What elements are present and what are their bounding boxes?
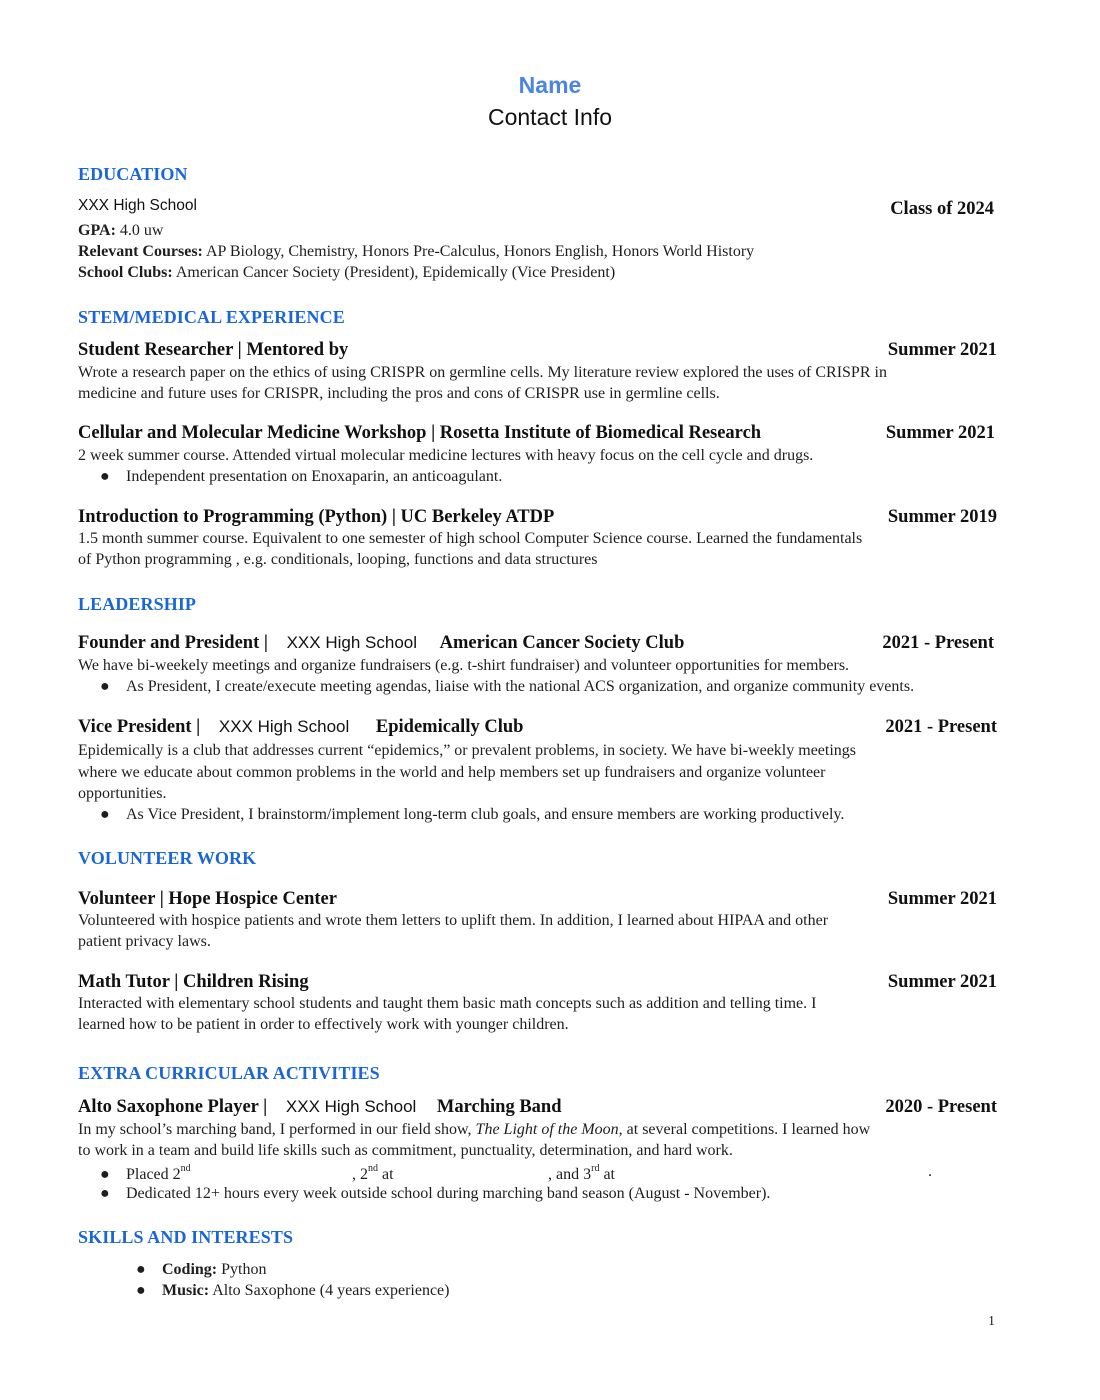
bullet-icon: ● <box>100 806 110 823</box>
volunteer-entry-line: Interacted with elementary school students and taught them basic math concepts such as addition and telling time. I <box>78 995 817 1012</box>
gpa-label: GPA: <box>78 222 116 239</box>
leadership-entry-line: opportunities. <box>78 785 167 802</box>
extracurricular-line: In my school’s marching band, I performed in our field show, The Light of the Moon, at several competitions. I learned how <box>78 1121 871 1138</box>
section-title-stem: STEM/MEDICAL EXPERIENCE <box>78 307 345 327</box>
extracurricular-school: XXX High School <box>285 1097 417 1116</box>
stem-entry-date: Summer 2021 <box>887 340 997 360</box>
section-title-skills: SKILLS AND INTERESTS <box>78 1227 294 1247</box>
gpa-value: 4.0 uw <box>119 222 164 239</box>
resume-name: Name <box>518 72 582 98</box>
stem-entry-heading: Student Researcher | Mentored by <box>78 340 349 360</box>
leadership-school: XXX High School <box>218 717 350 736</box>
skills-item: ● Music: Alto Saxophone (4 years experience) <box>136 1282 450 1299</box>
volunteer-entry-date: Summer 2021 <box>887 972 997 992</box>
volunteer-entry-line: learned how to be patient in order to effectively work with younger children. <box>78 1016 569 1033</box>
stem-entry-line: of Python programming , e.g. conditionals, looping, functions and data structures <box>78 551 598 568</box>
stem-entry-line: medicine and future uses for CRISPR, including the pros and cons of CRISPR use in germline cells. <box>78 385 720 402</box>
field-show-title: The Light of the Moon <box>475 1121 619 1138</box>
leadership-entry-heading: Founder and President | XXX High School American Cancer Society Club <box>78 633 685 653</box>
section-title-volunteer: VOLUNTEER WORK <box>78 848 257 868</box>
bullet-icon: ● <box>136 1282 146 1299</box>
stem-entry-date: Summer 2019 <box>887 507 997 527</box>
page-number: 1 <box>988 1314 995 1329</box>
extracurricular-line: to work in a team and build life skills such as commitment, punctuality, determination, and hard work. <box>78 1142 733 1159</box>
leadership-entry-line: where we educate about common problems in the world and help members set up fundraisers and organize volunteer <box>78 764 826 781</box>
clubs-value: American Cancer Society (President), Epidemically (Vice President) <box>175 264 616 281</box>
education-school: XXX High School <box>78 197 197 214</box>
leadership-entry-heading: Vice President | XXX High School Epidemically Club <box>78 717 524 737</box>
leadership-entry-line: We have bi-weekely meetings and organize fundraisers (e.g. t-shirt fundraiser) and volunteer opportunities for members. <box>78 657 850 674</box>
bullet-icon: ● <box>100 1166 110 1183</box>
section-title-education: EDUCATION <box>78 164 188 184</box>
leadership-school: XXX High School <box>286 633 417 652</box>
contact-info: Contact Info <box>487 104 613 130</box>
education-gpa <box>78 222 163 240</box>
stem-entry-heading: Introduction to Programming (Python) | UC Berkeley ATDP <box>78 507 555 527</box>
leadership-entry-date: 2021 - Present <box>882 633 994 653</box>
extracurricular-bullet-hours: ● Dedicated 12+ hours every week outside school during marching band season (August - November). <box>100 1185 771 1202</box>
stem-entry-line: 2 week summer course. Attended virtual molecular medicine lectures with heavy focus on the cell cycle and drugs. <box>78 447 814 464</box>
leadership-entry-line: Epidemically is a club that addresses current “epidemics,” or prevalent problems, in society. We have bi-weekly meetings <box>78 742 857 759</box>
extracurricular-date: 2020 - Present <box>885 1097 997 1117</box>
stem-entry-line: Wrote a research paper on the ethics of using CRISPR on germline cells. My literature review explored the uses of CRISPR in <box>78 364 887 381</box>
bullet-icon: ● <box>100 678 110 695</box>
leadership-entry-bullet: ● As Vice President, I brainstorm/implement long-term club goals, and ensure members are working productively. <box>100 806 845 823</box>
stem-entry-bullet: ● Independent presentation on Enoxaparin, an anticoagulant. <box>100 468 503 485</box>
bullet-icon: ● <box>136 1261 146 1278</box>
skills-item: ● Coding: Python <box>136 1261 267 1278</box>
volunteer-entry-date: Summer 2021 <box>887 889 997 909</box>
education-courses <box>78 243 754 261</box>
courses-label: Relevant Courses: <box>78 243 203 260</box>
volunteer-entry-line: patient privacy laws. <box>78 933 211 950</box>
stem-entry-heading: Cellular and Molecular Medicine Workshop | Rosetta Institute of Biomedical Research <box>78 423 762 443</box>
section-title-leadership: LEADERSHIP <box>78 594 197 614</box>
leadership-entry-bullet: ● As President, I create/execute meeting agendas, liaise with the national ACS organization, and organize community events. <box>100 678 915 695</box>
section-title-extracurricular: EXTRA CURRICULAR ACTIVITIES <box>78 1063 380 1083</box>
courses-value: AP Biology, Chemistry, Honors Pre-Calculus, Honors English, Honors World History <box>206 243 755 260</box>
stem-entry-line: 1.5 month summer course. Equivalent to one semester of high school Computer Science course. Learned the fundamentals <box>78 530 863 547</box>
bullet-icon: ● <box>100 468 110 485</box>
volunteer-entry-line: Volunteered with hospice patients and wrote them letters to uplift them. In addition, I learned about HIPAA and other <box>78 912 829 929</box>
stem-entry-date: Summer 2021 <box>885 423 995 443</box>
bullet-icon: ● <box>100 1185 110 1202</box>
clubs-label: School Clubs: <box>78 264 173 281</box>
leadership-entry-date: 2021 - Present <box>885 717 997 737</box>
extracurricular-heading: Alto Saxophone Player | XXX High School Marching Band <box>78 1097 562 1117</box>
volunteer-entry-heading: Volunteer | Hope Hospice Center <box>78 889 337 909</box>
education-clubs <box>78 264 615 282</box>
education-class-year: Class of 2024 <box>890 199 994 219</box>
volunteer-entry-heading: Math Tutor | Children Rising <box>78 972 309 992</box>
extracurricular-bullet-placements: ● Placed 2nd , 2nd at , and 3rd at . <box>100 1163 932 1183</box>
